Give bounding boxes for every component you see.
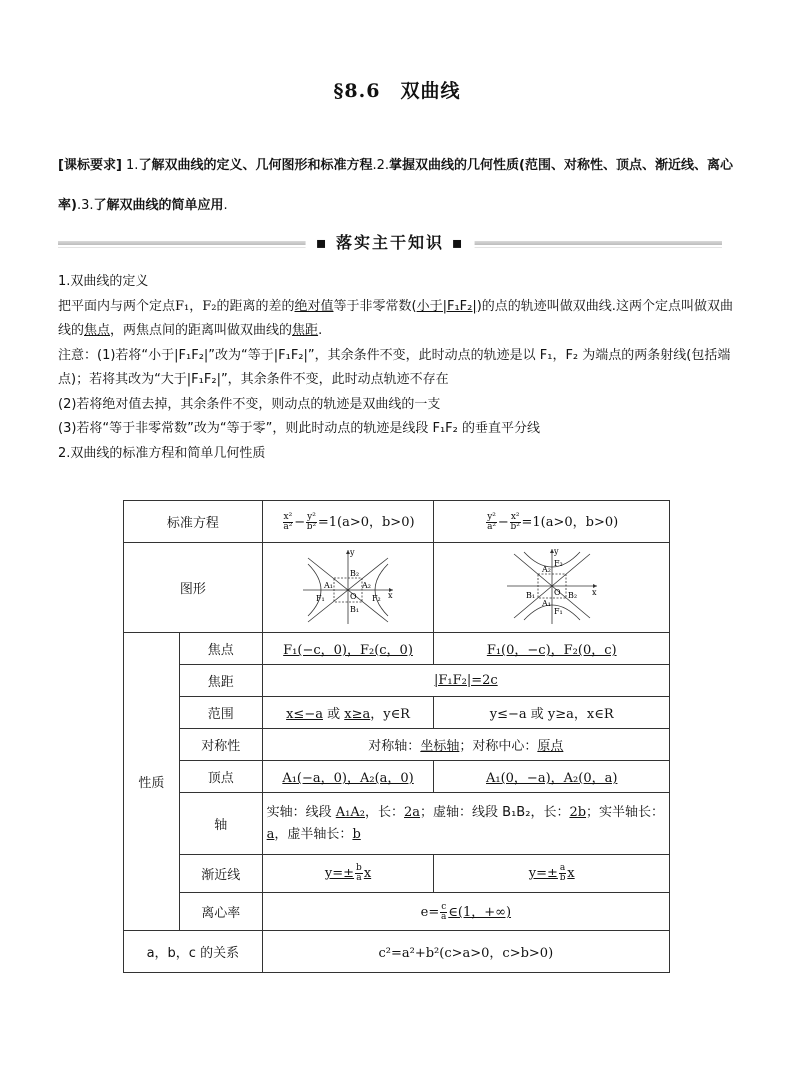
vertex-x: A₁(−a，0)，A₂(a，0) xyxy=(262,761,434,793)
row-range xyxy=(124,697,670,729)
header-standard-equation: 标准方程 xyxy=(124,501,263,543)
svg-text:x: x xyxy=(388,590,393,600)
label-asymptote: 渐近线 xyxy=(179,855,262,893)
row-standard-equation xyxy=(124,501,670,543)
asymptote-y: y=± $\frac{a}{b}$ x xyxy=(434,855,670,893)
svg-text:x: x xyxy=(591,587,597,597)
eccentricity-value: e= $\frac{c}{a}$ ∈(1，+∞) xyxy=(262,893,669,931)
row-relation xyxy=(124,931,670,973)
row-focus xyxy=(124,633,670,665)
req-item3: 了解双曲线的简单应用 xyxy=(93,198,224,213)
svg-text:O: O xyxy=(553,587,561,597)
svg-text:y: y xyxy=(553,546,559,556)
section-banner xyxy=(58,230,722,256)
curriculum-requirements xyxy=(58,146,740,226)
row-figure xyxy=(124,543,670,633)
row-symmetry xyxy=(124,729,670,761)
req-item1: 了解双曲线的定义、几何图形和标准方程 xyxy=(138,158,373,173)
asymptote-x: y=± $\frac{b}{a}$ x xyxy=(262,855,434,893)
blank-focal-distance: 焦距 xyxy=(292,323,319,338)
hyperbola-x-diagram xyxy=(298,546,398,626)
req-item1-num: 1. xyxy=(121,158,139,173)
figure-x-axis-hyperbola xyxy=(262,543,434,633)
label-eccentricity: 离心率 xyxy=(179,893,262,931)
header-figure: 图形 xyxy=(124,543,263,633)
label-range: 范围 xyxy=(179,697,262,729)
blank-less-than: 小于|F₁F₂| xyxy=(416,298,477,314)
axis-value: 实轴：线段 A₁A₂，长：2a；虚轴：线段 B₁B₂，长：2b；实半轴长：a，虚半轴长：b xyxy=(262,793,669,855)
note-1: 注意：(1)若将“小于|F₁F₂|”改为“等于|F₁F₂|”，其余条件不变，此时动点的轨迹是以 F₁，F₂ 为端点的两条射线(包括端点)；若将其改为“大于|F₁F₂|”，其余条件不变，此时动点轨迹不存在 xyxy=(58,347,731,387)
svg-text:B₂: B₂ xyxy=(567,590,577,600)
svg-text:B₂: B₂ xyxy=(350,568,360,578)
requirements-tag: [课标要求] xyxy=(58,158,122,173)
equation-y-axis: $\frac{\text{y²}}{\text{a²}}$ − $\frac{\text{x²}}{\text{b²}}$ =1(a>0，b>0) xyxy=(434,501,670,543)
row-focal-distance xyxy=(124,665,670,697)
figure-y-axis-hyperbola xyxy=(434,543,670,633)
svg-text:A₁: A₁ xyxy=(324,580,334,590)
section1-title: 1.双曲线的定义 xyxy=(58,274,149,289)
svg-text:F₂: F₂ xyxy=(372,593,381,603)
label-axis: 轴 xyxy=(179,793,262,855)
blank-focus: 焦点 xyxy=(84,323,111,338)
row-vertex xyxy=(124,761,670,793)
row-asymptote xyxy=(124,855,670,893)
header-relation: a，b，c 的关系 xyxy=(124,931,263,973)
req-item3-num: .3. xyxy=(76,198,94,213)
req-item2: 掌握双曲线的几何性质(范围、对称性、顶点、渐近线、离心率) xyxy=(58,158,733,213)
blank-absolute-value: 绝对值 xyxy=(294,298,334,314)
definition-paragraph: 把平面内与两个定点F₁，F₂的距离的差的绝对值等于非零常数(小于|F₁F₂|)的点的轨迹叫做双曲线.这两个定点叫做双曲线的焦点，两焦点间的距离叫做双曲线的焦距. xyxy=(58,298,733,338)
req-end: . xyxy=(223,198,228,213)
svg-text:B₁: B₁ xyxy=(350,604,360,614)
label-focus: 焦点 xyxy=(179,633,262,665)
label-symmetry: 对称性 xyxy=(179,729,262,761)
range-y: y≤−a 或 y≥a，x∈R xyxy=(434,697,670,729)
svg-text:F₁: F₁ xyxy=(553,606,563,616)
svg-text:y: y xyxy=(350,547,355,557)
vertex-y: A₁(0，−a)，A₂(0，a) xyxy=(434,761,670,793)
row-axis xyxy=(124,793,670,855)
focal-distance-value: |F₁F₂|=2c xyxy=(262,665,669,697)
svg-text:O: O xyxy=(350,591,357,601)
svg-text:A₂: A₂ xyxy=(362,580,372,590)
svg-text:F₁: F₁ xyxy=(316,593,325,603)
svg-text:A₁: A₁ xyxy=(541,598,551,608)
note-3: (3)若将“等于非零常数”改为“等于零”，则此时动点的轨迹是线段 F₁F₂ 的垂直平分线 xyxy=(58,421,540,436)
label-vertex: 顶点 xyxy=(179,761,262,793)
symmetry-value: 对称轴：坐标轴；对称中心：原点 xyxy=(262,729,669,761)
relation-value: c²=a²+b²(c>a>0，c>b>0) xyxy=(262,931,669,973)
focus-y: F₁(0，−c)，F₂(0，c) xyxy=(434,633,670,665)
label-focal-distance: 焦距 xyxy=(179,665,262,697)
focus-x: F₁(−c，0)，F₂(c，0) xyxy=(262,633,434,665)
svg-text:A₂: A₂ xyxy=(541,564,551,574)
properties-table xyxy=(123,500,670,973)
content-body xyxy=(58,270,740,466)
header-properties: 性质 xyxy=(124,633,180,931)
row-eccentricity xyxy=(124,893,670,931)
svg-text:F₂: F₂ xyxy=(553,558,563,568)
req-item2-num: .2. xyxy=(372,158,389,173)
range-x: x≤−a 或 x≥a，y∈R xyxy=(262,697,434,729)
equation-x-axis: $\frac{\text{x²}}{\text{a²}}$ − $\frac{\text{y²}}{\text{b²}}$ =1(a>0，b>0) xyxy=(262,501,434,543)
banner-label: ▪ 落实主干知识 ▪ xyxy=(306,230,475,253)
hyperbola-y-diagram xyxy=(502,546,602,626)
section2-title: 2.双曲线的标准方程和简单几何性质 xyxy=(58,445,266,461)
svg-text:B₁: B₁ xyxy=(525,590,535,600)
note-2: (2)若将绝对值去掉，其余条件不变，则动点的轨迹是双曲线的一支 xyxy=(58,396,441,412)
page-title: §8.6 双曲线 xyxy=(333,80,461,102)
